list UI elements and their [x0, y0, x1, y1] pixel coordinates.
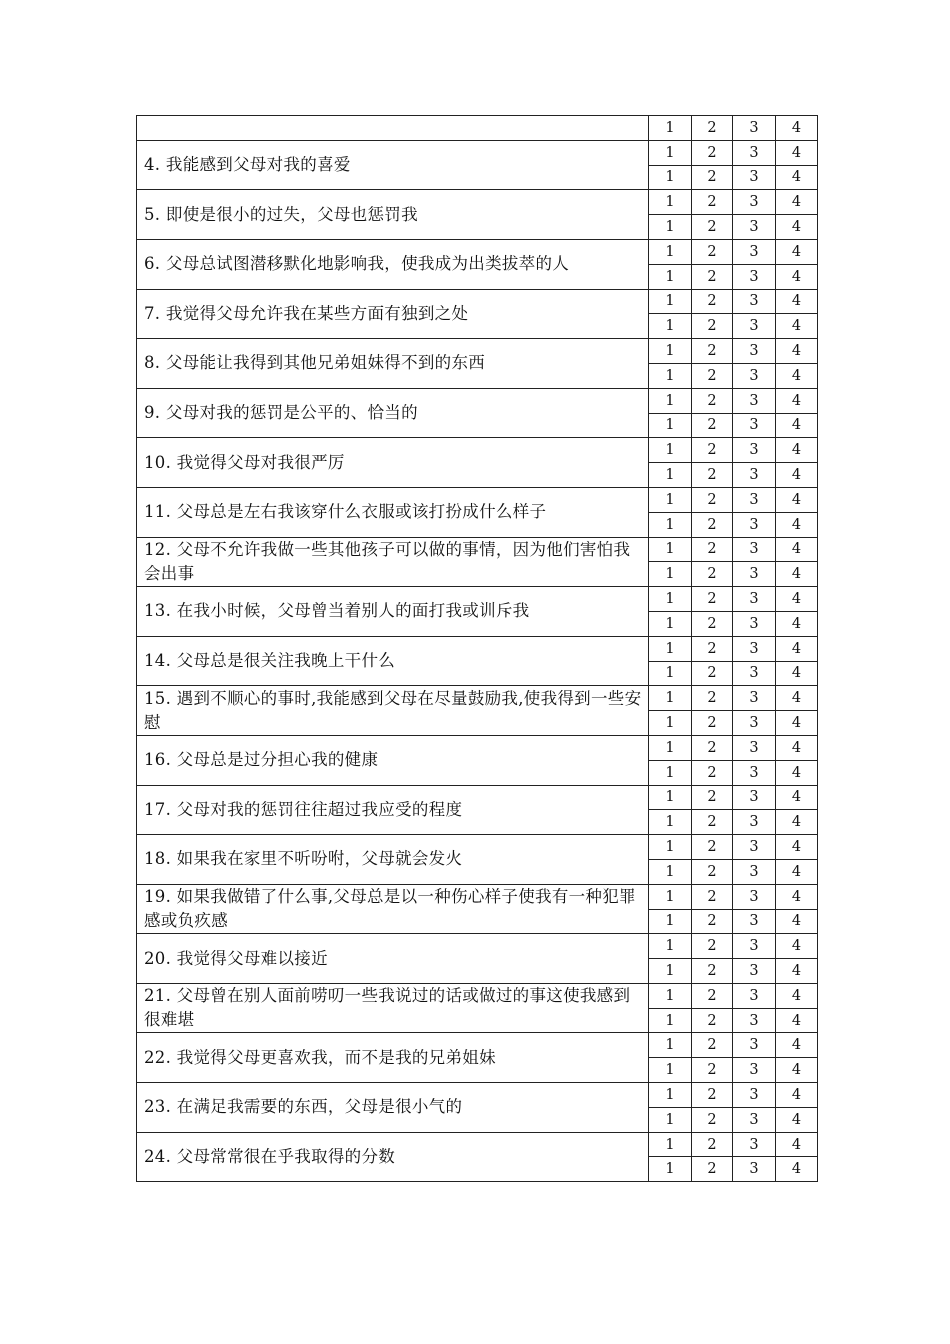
option-2-cell[interactable]: 2 [692, 884, 733, 909]
option-1-cell[interactable]: 1 [649, 611, 692, 636]
option-4-cell[interactable]: 4 [776, 884, 818, 909]
question-cell: 7. 我觉得父母允许我在某些方面有独到之处 [137, 289, 649, 339]
option-3-cell[interactable]: 3 [733, 934, 776, 959]
option-4-cell[interactable]: 4 [776, 587, 818, 612]
option-3-cell[interactable]: 3 [733, 686, 776, 711]
option-2-cell[interactable]: 2 [692, 215, 733, 240]
table-row [137, 884, 818, 909]
option-2-cell[interactable]: 2 [692, 438, 733, 463]
option-1-cell[interactable]: 1 [649, 835, 692, 860]
option-4-cell[interactable]: 4 [776, 1008, 818, 1033]
option-4-cell[interactable]: 4 [776, 1157, 818, 1182]
option-3-cell[interactable]: 3 [733, 239, 776, 264]
option-4-cell[interactable]: 4 [776, 190, 818, 215]
option-1-cell[interactable]: 1 [649, 339, 692, 364]
question-cell: 13. 在我小时候，父母曾当着别人的面打我或训斥我 [137, 587, 649, 637]
option-3-cell[interactable]: 3 [733, 785, 776, 810]
option-1-cell[interactable]: 1 [649, 413, 692, 438]
option-4-cell[interactable]: 4 [776, 760, 818, 785]
option-3-cell[interactable]: 3 [733, 264, 776, 289]
option-3-cell[interactable]: 3 [733, 1083, 776, 1108]
option-1-cell[interactable]: 1 [649, 810, 692, 835]
question-cell: 21. 父母曾在别人面前唠叨一些我说过的话或做过的事这使我感到很难堪 [137, 983, 649, 1033]
option-3-cell[interactable]: 3 [733, 636, 776, 661]
option-4-cell[interactable]: 4 [776, 810, 818, 835]
option-2-cell[interactable]: 2 [692, 190, 733, 215]
question-cell: 20. 我觉得父母难以接近 [137, 934, 649, 984]
option-2-cell[interactable]: 2 [692, 388, 733, 413]
option-2-cell[interactable]: 2 [692, 1008, 733, 1033]
option-2-cell[interactable]: 2 [692, 264, 733, 289]
option-1-cell[interactable]: 1 [649, 537, 692, 562]
option-4-cell[interactable]: 4 [776, 438, 818, 463]
option-1-cell[interactable]: 1 [649, 1107, 692, 1132]
option-2-cell[interactable]: 2 [692, 686, 733, 711]
option-4-cell[interactable]: 4 [776, 116, 818, 141]
questionnaire-table [136, 115, 818, 1182]
option-4-cell[interactable]: 4 [776, 562, 818, 587]
option-2-cell[interactable]: 2 [692, 810, 733, 835]
table-row [137, 239, 818, 264]
option-1-cell[interactable]: 1 [649, 636, 692, 661]
question-cell: 9. 父母对我的惩罚是公平的、恰当的 [137, 388, 649, 438]
question-cell: 6. 父母总试图潜移默化地影响我，使我成为出类拔萃的人 [137, 239, 649, 289]
table-row [137, 438, 818, 463]
question-cell: 10. 我觉得父母对我很严厉 [137, 438, 649, 488]
option-3-cell[interactable]: 3 [733, 835, 776, 860]
option-4-cell[interactable]: 4 [776, 661, 818, 686]
option-2-cell[interactable]: 2 [692, 785, 733, 810]
option-1-cell[interactable]: 1 [649, 165, 692, 190]
option-4-cell[interactable]: 4 [776, 363, 818, 388]
option-4-cell[interactable]: 4 [776, 636, 818, 661]
option-1-cell[interactable]: 1 [649, 190, 692, 215]
question-cell: 8. 父母能让我得到其他兄弟姐妹得不到的东西 [137, 339, 649, 389]
option-1-cell[interactable]: 1 [649, 884, 692, 909]
table-row [137, 339, 818, 364]
option-1-cell[interactable]: 1 [649, 686, 692, 711]
option-2-cell[interactable]: 2 [692, 339, 733, 364]
option-3-cell[interactable]: 3 [733, 611, 776, 636]
question-cell: 5. 即使是很小的过失，父母也惩罚我 [137, 190, 649, 240]
option-4-cell[interactable]: 4 [776, 1083, 818, 1108]
option-3-cell[interactable]: 3 [733, 1008, 776, 1033]
option-4-cell[interactable]: 4 [776, 339, 818, 364]
option-1-cell[interactable]: 1 [649, 760, 692, 785]
option-3-cell[interactable]: 3 [733, 1132, 776, 1157]
option-3-cell[interactable]: 3 [733, 983, 776, 1008]
table-row [137, 1033, 818, 1058]
table-row [137, 388, 818, 413]
option-3-cell[interactable]: 3 [733, 140, 776, 165]
table-row [137, 1132, 818, 1157]
option-2-cell[interactable]: 2 [692, 413, 733, 438]
option-2-cell[interactable]: 2 [692, 512, 733, 537]
option-2-cell[interactable]: 2 [692, 760, 733, 785]
option-3-cell[interactable]: 3 [733, 562, 776, 587]
option-1-cell[interactable]: 1 [649, 859, 692, 884]
option-4-cell[interactable]: 4 [776, 388, 818, 413]
option-1-cell[interactable]: 1 [649, 1083, 692, 1108]
option-1-cell[interactable]: 1 [649, 388, 692, 413]
option-4-cell[interactable]: 4 [776, 735, 818, 760]
option-2-cell[interactable]: 2 [692, 661, 733, 686]
option-1-cell[interactable]: 1 [649, 562, 692, 587]
option-2-cell[interactable]: 2 [692, 463, 733, 488]
option-2-cell[interactable]: 2 [692, 239, 733, 264]
option-2-cell[interactable]: 2 [692, 934, 733, 959]
option-2-cell[interactable]: 2 [692, 140, 733, 165]
table-row [137, 636, 818, 661]
option-1-cell[interactable]: 1 [649, 1157, 692, 1182]
option-1-cell[interactable]: 1 [649, 512, 692, 537]
option-1-cell[interactable]: 1 [649, 463, 692, 488]
option-4-cell[interactable]: 4 [776, 934, 818, 959]
option-3-cell[interactable]: 3 [733, 463, 776, 488]
option-1-cell[interactable]: 1 [649, 140, 692, 165]
option-3-cell[interactable]: 3 [733, 760, 776, 785]
option-3-cell[interactable]: 3 [733, 537, 776, 562]
question-cell [137, 116, 649, 141]
option-3-cell[interactable]: 3 [733, 735, 776, 760]
option-4-cell[interactable]: 4 [776, 1107, 818, 1132]
question-cell: 23. 在满足我需要的东西，父母是很小气的 [137, 1083, 649, 1133]
option-3-cell[interactable]: 3 [733, 363, 776, 388]
option-3-cell[interactable]: 3 [733, 339, 776, 364]
table-row [137, 116, 818, 141]
option-1-cell[interactable]: 1 [649, 661, 692, 686]
option-3-cell[interactable]: 3 [733, 1058, 776, 1083]
table-row [137, 785, 818, 810]
option-3-cell[interactable]: 3 [733, 1157, 776, 1182]
option-4-cell[interactable]: 4 [776, 463, 818, 488]
option-4-cell[interactable]: 4 [776, 537, 818, 562]
option-4-cell[interactable]: 4 [776, 1033, 818, 1058]
option-4-cell[interactable]: 4 [776, 859, 818, 884]
option-3-cell[interactable]: 3 [733, 116, 776, 141]
table-row [137, 289, 818, 314]
option-1-cell[interactable]: 1 [649, 264, 692, 289]
option-1-cell[interactable]: 1 [649, 1033, 692, 1058]
option-4-cell[interactable]: 4 [776, 909, 818, 934]
option-1-cell[interactable]: 1 [649, 1008, 692, 1033]
option-4-cell[interactable]: 4 [776, 785, 818, 810]
option-1-cell[interactable]: 1 [649, 1132, 692, 1157]
option-2-cell[interactable]: 2 [692, 1132, 733, 1157]
option-3-cell[interactable]: 3 [733, 413, 776, 438]
table-row [137, 487, 818, 512]
option-2-cell[interactable]: 2 [692, 909, 733, 934]
table-row [137, 537, 818, 562]
option-4-cell[interactable]: 4 [776, 711, 818, 736]
option-4-cell[interactable]: 4 [776, 215, 818, 240]
option-1-cell[interactable]: 1 [649, 487, 692, 512]
option-3-cell[interactable]: 3 [733, 859, 776, 884]
question-cell: 11. 父母总是左右我该穿什么衣服或该打扮成什么样子 [137, 487, 649, 537]
option-4-cell[interactable]: 4 [776, 959, 818, 984]
option-1-cell[interactable]: 1 [649, 438, 692, 463]
option-4-cell[interactable]: 4 [776, 686, 818, 711]
question-cell: 15. 遇到不顺心的事时,我能感到父母在尽量鼓励我,使我得到一些安慰 [137, 686, 649, 736]
option-3-cell[interactable]: 3 [733, 909, 776, 934]
option-4-cell[interactable]: 4 [776, 264, 818, 289]
option-3-cell[interactable]: 3 [733, 1033, 776, 1058]
option-1-cell[interactable]: 1 [649, 587, 692, 612]
option-2-cell[interactable]: 2 [692, 1033, 733, 1058]
option-1-cell[interactable]: 1 [649, 116, 692, 141]
question-cell: 17. 父母对我的惩罚往往超过我应受的程度 [137, 785, 649, 835]
option-2-cell[interactable]: 2 [692, 116, 733, 141]
option-4-cell[interactable]: 4 [776, 512, 818, 537]
option-2-cell[interactable]: 2 [692, 587, 733, 612]
option-2-cell[interactable]: 2 [692, 611, 733, 636]
option-3-cell[interactable]: 3 [733, 438, 776, 463]
option-4-cell[interactable]: 4 [776, 1132, 818, 1157]
questionnaire-body [137, 116, 818, 1182]
option-1-cell[interactable]: 1 [649, 785, 692, 810]
option-2-cell[interactable]: 2 [692, 487, 733, 512]
question-cell: 18. 如果我在家里不听吩咐，父母就会发火 [137, 835, 649, 885]
question-cell: 19. 如果我做错了什么事,父母总是以一种伤心样子使我有一种犯罪感或负疚感 [137, 884, 649, 934]
question-cell: 12. 父母不允许我做一些其他孩子可以做的事情，因为他们害怕我会出事 [137, 537, 649, 587]
option-3-cell[interactable]: 3 [733, 711, 776, 736]
question-cell: 4. 我能感到父母对我的喜爱 [137, 140, 649, 190]
option-4-cell[interactable]: 4 [776, 413, 818, 438]
option-3-cell[interactable]: 3 [733, 884, 776, 909]
option-4-cell[interactable]: 4 [776, 289, 818, 314]
question-cell: 24. 父母常常很在乎我取得的分数 [137, 1132, 649, 1182]
table-row [137, 587, 818, 612]
option-4-cell[interactable]: 4 [776, 165, 818, 190]
option-4-cell[interactable]: 4 [776, 611, 818, 636]
option-2-cell[interactable]: 2 [692, 537, 733, 562]
option-3-cell[interactable]: 3 [733, 388, 776, 413]
table-row [137, 190, 818, 215]
option-1-cell[interactable]: 1 [649, 711, 692, 736]
table-row [137, 983, 818, 1008]
option-3-cell[interactable]: 3 [733, 959, 776, 984]
option-2-cell[interactable]: 2 [692, 1058, 733, 1083]
option-3-cell[interactable]: 3 [733, 314, 776, 339]
option-3-cell[interactable]: 3 [733, 512, 776, 537]
table-row [137, 835, 818, 860]
option-3-cell[interactable]: 3 [733, 1107, 776, 1132]
option-1-cell[interactable]: 1 [649, 239, 692, 264]
option-1-cell[interactable]: 1 [649, 363, 692, 388]
option-2-cell[interactable]: 2 [692, 835, 733, 860]
option-4-cell[interactable]: 4 [776, 239, 818, 264]
option-1-cell[interactable]: 1 [649, 289, 692, 314]
table-row [137, 735, 818, 760]
option-1-cell[interactable]: 1 [649, 1058, 692, 1083]
option-4-cell[interactable]: 4 [776, 487, 818, 512]
option-3-cell[interactable]: 3 [733, 810, 776, 835]
option-2-cell[interactable]: 2 [692, 1107, 733, 1132]
table-row [137, 1083, 818, 1108]
question-cell: 14. 父母总是很关注我晚上干什么 [137, 636, 649, 686]
option-4-cell[interactable]: 4 [776, 983, 818, 1008]
option-2-cell[interactable]: 2 [692, 735, 733, 760]
option-4-cell[interactable]: 4 [776, 1058, 818, 1083]
option-1-cell[interactable]: 1 [649, 983, 692, 1008]
option-4-cell[interactable]: 4 [776, 140, 818, 165]
option-3-cell[interactable]: 3 [733, 190, 776, 215]
question-cell: 22. 我觉得父母更喜欢我，而不是我的兄弟姐妹 [137, 1033, 649, 1083]
option-3-cell[interactable]: 3 [733, 661, 776, 686]
option-2-cell[interactable]: 2 [692, 983, 733, 1008]
option-2-cell[interactable]: 2 [692, 1083, 733, 1108]
option-1-cell[interactable]: 1 [649, 735, 692, 760]
option-3-cell[interactable]: 3 [733, 215, 776, 240]
option-2-cell[interactable]: 2 [692, 711, 733, 736]
table-row [137, 686, 818, 711]
option-1-cell[interactable]: 1 [649, 934, 692, 959]
option-4-cell[interactable]: 4 [776, 314, 818, 339]
option-3-cell[interactable]: 3 [733, 587, 776, 612]
option-2-cell[interactable]: 2 [692, 562, 733, 587]
option-2-cell[interactable]: 2 [692, 1157, 733, 1182]
option-2-cell[interactable]: 2 [692, 165, 733, 190]
table-row [137, 934, 818, 959]
option-2-cell[interactable]: 2 [692, 859, 733, 884]
option-2-cell[interactable]: 2 [692, 289, 733, 314]
option-3-cell[interactable]: 3 [733, 289, 776, 314]
option-2-cell[interactable]: 2 [692, 636, 733, 661]
option-1-cell[interactable]: 1 [649, 909, 692, 934]
option-1-cell[interactable]: 1 [649, 215, 692, 240]
question-cell: 16. 父母总是过分担心我的健康 [137, 735, 649, 785]
option-2-cell[interactable]: 2 [692, 959, 733, 984]
table-row [137, 140, 818, 165]
option-2-cell[interactable]: 2 [692, 314, 733, 339]
option-3-cell[interactable]: 3 [733, 487, 776, 512]
option-1-cell[interactable]: 1 [649, 314, 692, 339]
option-4-cell[interactable]: 4 [776, 835, 818, 860]
option-3-cell[interactable]: 3 [733, 165, 776, 190]
option-1-cell[interactable]: 1 [649, 959, 692, 984]
option-2-cell[interactable]: 2 [692, 363, 733, 388]
